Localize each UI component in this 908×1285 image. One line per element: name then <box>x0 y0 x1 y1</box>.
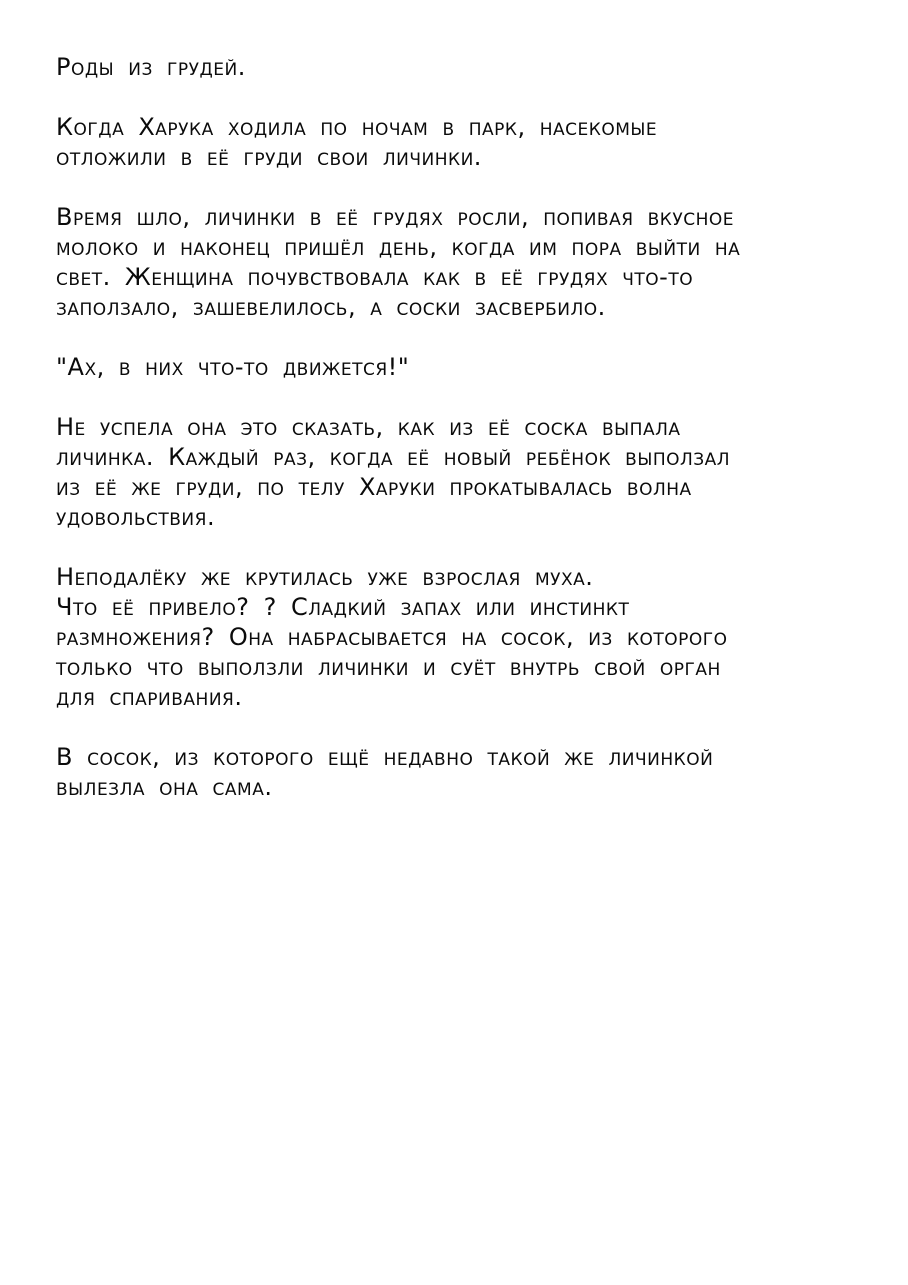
paragraph <box>56 562 872 712</box>
text-line: личинка. Каждый раз, когда её новый ребёнок выползал <box>56 443 731 471</box>
text-line: только что выползли личинки и суёт внутрь свой орган <box>56 653 721 681</box>
paragraph <box>56 412 872 532</box>
text-line: Что её привело? ? Сладкий запах или инстинкт <box>56 593 630 621</box>
text-line: удовольствия. <box>56 503 216 531</box>
text-line: из её же груди, по телу Харуки прокатывалась волна <box>56 473 692 501</box>
title-line: Роды из грудей. <box>56 53 246 81</box>
text-line: отложили в её груди свои личинки. <box>56 143 482 171</box>
paragraph <box>56 742 872 802</box>
text-line: заползало, зашевелилось, а соски засвербило. <box>56 293 606 321</box>
paragraph <box>56 202 872 322</box>
text-line: Время шло, личинки в её грудях росли, попивая вкусное <box>56 203 735 231</box>
paragraph-title <box>56 52 872 82</box>
text-line: молоко и наконец пришёл день, когда им пора выйти на <box>56 233 741 261</box>
text-line: свет. Женщина почувствовала как в её грудях что-то <box>56 263 694 291</box>
text-line: Неподалёку же крутилась уже взрослая муха. <box>56 563 594 591</box>
text-line: "Ах, в них что-то движется!" <box>56 353 410 381</box>
text-line: вылезла она сама. <box>56 773 273 801</box>
text-line: В сосок, из которого ещё недавно такой же личинкой <box>56 743 714 771</box>
text-line: Не успела она это сказать, как из её соска выпала <box>56 413 681 441</box>
text-line: размножения? Она набрасывается на сосок, из которого <box>56 623 728 651</box>
story-text <box>56 52 872 832</box>
text-line: для спаривания. <box>56 683 243 711</box>
paragraph <box>56 112 872 172</box>
paragraph-quote <box>56 352 872 382</box>
text-line: Когда Харука ходила по ночам в парк, насекомые <box>56 113 658 141</box>
